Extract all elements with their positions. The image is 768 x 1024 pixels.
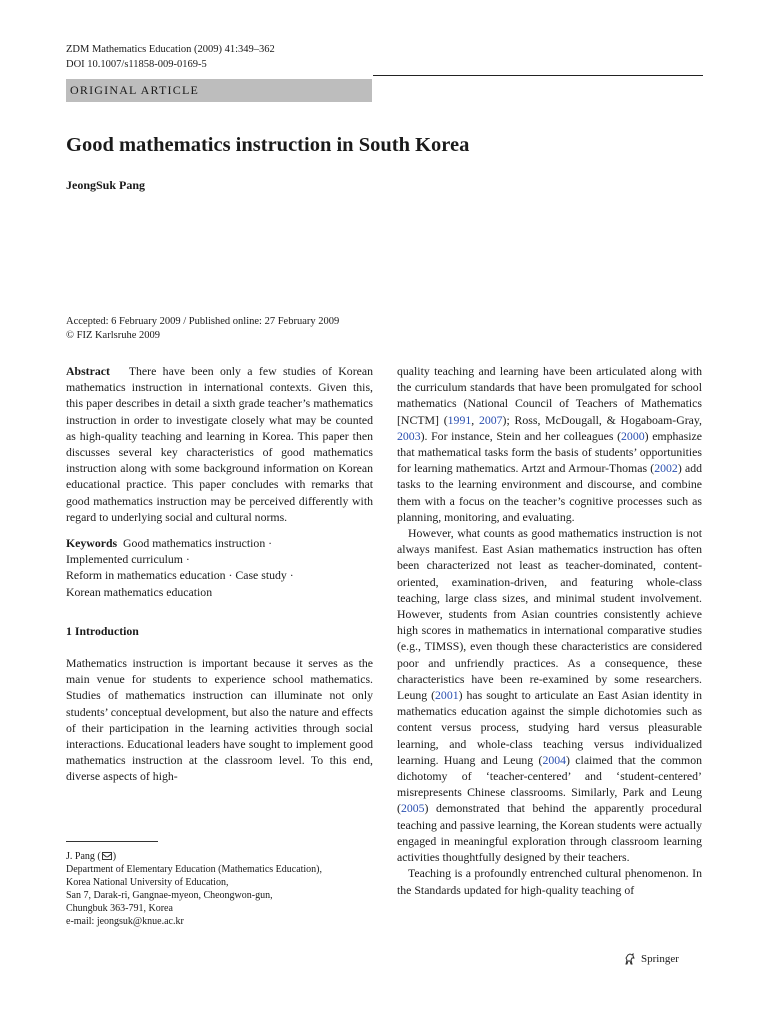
footnote-rule: [66, 841, 158, 842]
abstract: [66, 363, 373, 525]
abstract-label: Abstract: [66, 364, 110, 378]
journal-citation: [66, 42, 275, 72]
publication-dates: [66, 315, 339, 343]
citation-link[interactable]: 2003: [397, 428, 421, 443]
journal-line: ZDM Mathematics Education (2009) 41:349–362: [66, 44, 275, 55]
footnote-dept: Department of Elementary Education (Mathematics Education),: [66, 864, 323, 875]
author-name: JeongSuk Pang: [66, 178, 146, 192]
intro-paragraph: Mathematics instruction is important because it serves as the main venue for students to experience school mathematics. Studies of mathematics instruction can illuminate not only students’ conceptual development, but also the nature and effects of their participation in the learning activities through social interactions. Educational leaders have sought to implement good mathematics instruction at the classroom level. To this end, diverse aspects of high-: [66, 656, 373, 784]
accepted-published-line: Accepted: 6 February 2009 / Published online: 27 February 2009: [66, 316, 340, 327]
article-type-banner: ORIGINAL ARTICLE: [66, 79, 372, 102]
right-column: [397, 363, 702, 898]
paragraph: However, what counts as good mathematics instruction is not always manifest. East Asian mathematics instruction has often been characterized not least as teacher-dominated, content-oriented, examination-driven, and featuring whole-class teaching, large class sizes, and minimal student involvement. However, students from Asian countries consistently achieve high scores in mathematics in international comparative studies (e.g., TIMSS), even though these characteristics are considered poor and unfriendly practices. As a consequence, these characteristics have been re-examined by some researchers. Leung (2001) has sought to articulate an East Asian identity in mathematics education against the simple dichotomies such as content versus process, studying hard versus pleasurable learning, and whole-class teaching versus individualized learning. Huang and Leung (2004) claimed that the common dichotomy of ‘teacher-centered’ and ‘student-centered’ misrepresents Chinese classrooms. Similarly, Park and Leung (2005) demonstrated that behind the apparently procedural teaching and passive learning, the Korean students were actually engaged in meaningful exploration through classroom learning activities thoughtfully designed by their teachers.: [397, 526, 703, 865]
paragraph: Teaching is a profoundly entrenched cultural phenomenon. In the Standards updated for high-quality teaching of: [397, 866, 702, 897]
keyword-line: Korean mathematics education: [66, 584, 213, 599]
publisher-logo: [623, 952, 679, 966]
footnote-address: San 7, Darak-ri, Gangnae-myeon, Cheongwon-gun,: [66, 890, 273, 901]
abstract-text: There have been only a few studies of Korean mathematics instruction in international contexts. Given this, this paper describes in detail a sixth grade teacher’s mathematics instruction in order to investigate closely what may be counted as high-quality teaching and learning in Korea. This paper then discusses several key characteristics of good mathematics instruction along with some background information on Korean educational practice. This paper concludes with remarks that good mathematics instruction may be perceived differently with regard to underlying social and cultural norms.: [66, 364, 374, 524]
footnote-univ: Korea National University of Education,: [66, 877, 229, 888]
author-footnote: J. Pang ( ) Department of Elementary Education (Mathematics Education), Korea National University of Education, San 7, Darak-ri, Gangnae-myeon, Cheongwon-gun, Chungbuk 363-791, Korea e-mail: jeongsuk@knue.ac.kr: [66, 851, 323, 927]
footnote-address: Chungbuk 363-791, Korea: [66, 903, 173, 914]
keyword-line: Reform in mathematics education · Case study ·: [66, 568, 294, 583]
left-column: [66, 363, 373, 785]
paragraph: quality teaching and learning have been articulated along with the curriculum standards that have been promulgated for school mathematics (National Council of Teachers of Mathematics [NCTM] (1991, 2007); Ross, McDougall, & Hogaboam-Gray, 2003). For instance, Stein and her colleagues (2000) emphasize that mathematical tasks form the basis of students’ opportunities for learning mathematics. Artzt and Armour-Thomas (2002) add tasks to the learning environment and discourse, and combine them with a focus on the teacher’s cognitive processes such as planning, monitoring, and evaluating.: [397, 364, 702, 524]
paper-title: Good mathematics instruction in South Korea: [66, 134, 470, 156]
copyright-line: © FIZ Karlsruhe 2009: [66, 330, 161, 341]
section-heading-introduction: 1 Introduction: [66, 623, 139, 638]
citation-link[interactable]: 2007: [478, 412, 503, 427]
springer-horse-icon: [623, 952, 637, 966]
keywords: [66, 535, 373, 600]
keyword-line: Good mathematics instruction ·: [123, 536, 273, 551]
citation-link[interactable]: 2004: [542, 752, 567, 767]
citation-link[interactable]: 2005: [400, 801, 425, 816]
keywords-label: Keywords: [66, 536, 118, 551]
citation-link[interactable]: 1991: [447, 412, 472, 427]
citation-link[interactable]: 2000: [621, 428, 645, 443]
footnote-email[interactable]: e-mail: jeongsuk@knue.ac.kr: [66, 916, 184, 927]
publisher-name: Springer: [641, 953, 679, 965]
doi-line[interactable]: DOI 10.1007/s11858-009-0169-5: [66, 59, 207, 70]
citation-link[interactable]: 2001: [435, 688, 459, 703]
envelope-icon[interactable]: [102, 852, 112, 860]
footnote-name: J. Pang (: [66, 851, 101, 862]
header-rule: [373, 75, 703, 76]
citation-link[interactable]: 2002: [654, 461, 678, 476]
keyword-line: Implemented curriculum ·: [66, 552, 190, 567]
